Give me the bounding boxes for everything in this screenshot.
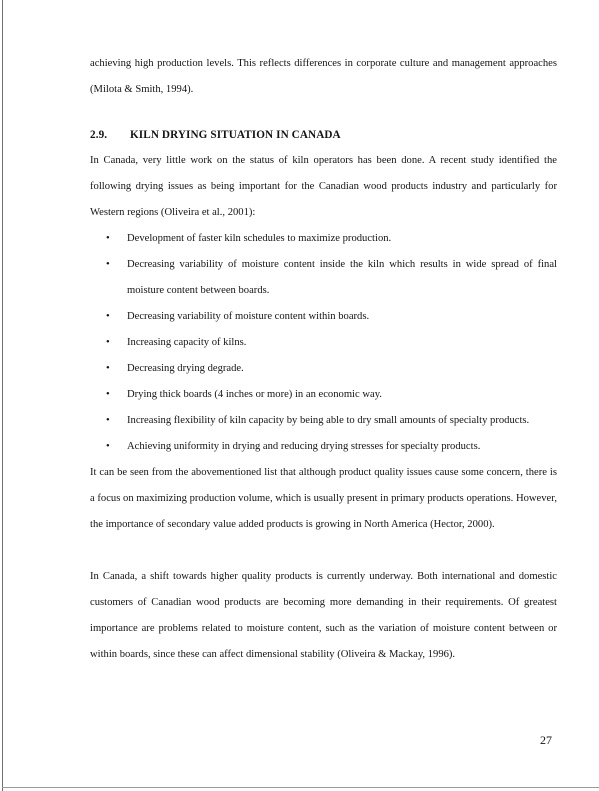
list-item-text: Drying thick boards (4 inches or more) in an economic way. [127, 389, 382, 400]
list-item [90, 304, 557, 330]
list-item-text: Increasing capacity of kilns. [127, 337, 247, 348]
list-item-text: Decreasing variability of moisture content inside the kiln which results in wide spread of final moisture content between boards. [127, 259, 557, 296]
bullet-icon: • [106, 363, 110, 374]
bullet-icon: • [106, 233, 110, 244]
list-item [90, 226, 557, 252]
list-item-text: Achieving uniformity in drying and reducing drying stresses for specialty products. [127, 441, 481, 452]
list-item [90, 382, 557, 408]
page-body [90, 51, 557, 668]
list-item [90, 330, 557, 356]
final-paragraph: In Canada, a shift towards higher quality products is currently underway. Both international and domestic customers of Canadian wood products are becoming more demanding in their requirements. Of greatest importance are problems related to moisture content, such as the variation of moisture content between or within boards, since these can affect dimensional stability (Oliveira & Mackay, 1996). [90, 571, 557, 660]
intro-paragraph: In Canada, very little work on the status of kiln operators has been done. A recent study identified the following drying issues as being important for the Canadian wood products industry and particularly for Western regions (Oliveira et al., 2001): [90, 155, 557, 218]
list-item-text: Increasing flexibility of kiln capacity by being able to dry small amounts of specialty products. [127, 415, 530, 426]
section-title: KILN DRYING SITUATION IN CANADA [130, 129, 341, 141]
after-list-paragraph: It can be seen from the abovementioned list that although product quality issues cause some concern, there is a focus on maximizing production volume, which is usually present in primary products operations. However, the importance of secondary value added products is growing in North America (Hector, 2000). [90, 467, 557, 530]
bullet-icon: • [106, 337, 110, 348]
continued-paragraph: achieving high production levels. This reflects differences in corporate culture and management approaches (Milota & Smith, 1994). [90, 58, 557, 95]
bullet-icon: • [106, 389, 110, 400]
bullet-icon: • [106, 441, 110, 452]
section-number: 2.9. [90, 129, 108, 141]
bullet-icon: • [106, 259, 110, 270]
list-item [90, 252, 557, 304]
list-item [90, 408, 557, 434]
list-item [90, 356, 557, 382]
bullet-icon: • [106, 415, 110, 426]
section-heading [90, 122, 557, 148]
page-number: 27 [540, 733, 552, 747]
list-item [90, 434, 557, 460]
drying-issues-list [90, 226, 557, 460]
list-item-text: Decreasing drying degrade. [127, 363, 244, 374]
page-left-border [2, 0, 3, 791]
bullet-icon: • [106, 311, 110, 322]
list-item-text: Decreasing variability of moisture content within boards. [127, 311, 370, 322]
list-item-text: Development of faster kiln schedules to maximize production. [127, 233, 392, 244]
page-bottom-border [2, 787, 599, 788]
